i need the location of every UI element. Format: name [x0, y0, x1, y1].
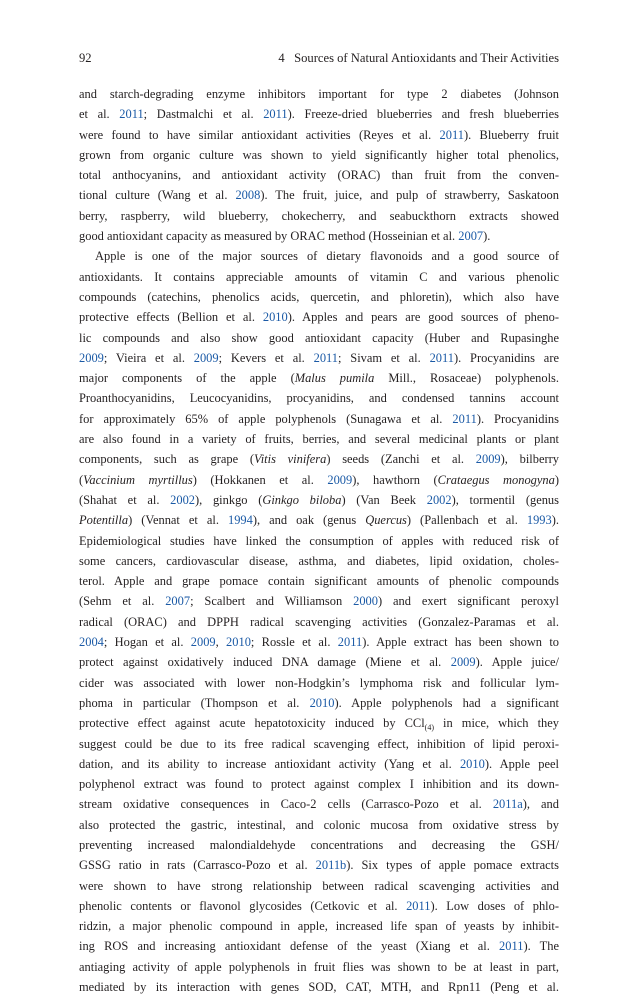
italic-term: Vitis vinifera — [254, 452, 327, 467]
text-line: Proanthocyanidins, Leucocyanidins, procyanidins, and condensed tannins account — [79, 391, 559, 406]
text-line: (Sehm et al. 2007; Scalbert and Williamson 2000) and exert significant peroxyl — [79, 594, 559, 609]
page-number: 92 — [79, 51, 92, 65]
citation-year[interactable]: 2009 — [450, 655, 476, 670]
text-line: dation, and its ability to increase antioxidant activity (Yang et al. 2010). Apple peel — [79, 756, 559, 771]
citation-year[interactable]: 1993 — [526, 513, 552, 528]
subscript: (4) — [424, 723, 434, 733]
citation-year[interactable]: 2011 — [406, 898, 431, 913]
citation-year[interactable]: 2011 — [439, 127, 464, 142]
citation-year[interactable]: 2011 — [119, 107, 144, 122]
text-line: antiaging activity of apple polyphenols in fruit flies was shown to be at least in part, — [79, 959, 559, 974]
text-line: phenolic contents or flavonol glycosides (Cetkovic et al. 2011). Low doses of phlo- — [79, 898, 559, 913]
citation-year[interactable]: 2007 — [165, 594, 191, 609]
text-line: berry, raspberry, wild blueberry, chokecherry, and seabuckthorn extracts showed — [79, 208, 559, 223]
text-line: protect against oxidatively induced DNA damage (Miene et al. 2009). Apple juice/ — [79, 655, 559, 670]
text-line: 2009; Vieira et al. 2009; Kevers et al. 2011; Sivam et al. 2011). Procyanidins are — [79, 350, 559, 365]
running-head: 4 Sources of Natural Antioxidants and Their Activities — [278, 51, 559, 65]
text-line: tional culture (Wang et al. 2008). The fruit, juice, and pulp of strawberry, Saskatoon — [79, 188, 559, 203]
text-line: mediated by its interaction with genes SOD, CAT, MTH, and Rpn11 (Peng et al. — [79, 980, 559, 995]
citation-year[interactable]: 2010 — [226, 635, 251, 650]
citation-year[interactable]: 2009 — [193, 350, 219, 365]
page-header — [79, 48, 559, 68]
text-line: components, such as grape (Vitis vinifera) seeds (Zanchi et al. 2009), bilberry — [79, 452, 559, 467]
citation-year[interactable]: 2011 — [499, 939, 524, 954]
text-line: preventing increased malondialdehyde concentrations and decreasing the GSH/ — [79, 837, 559, 852]
text-line: and starch-degrading enzyme inhibitors important for type 2 diabetes (Johnson — [79, 87, 559, 101]
text-line: total anthocyanins, and antioxidant activity (ORAC) than fruit from the conven- — [79, 168, 559, 183]
text-line: phoma in particular (Thompson et al. 2010). Apple polyphenols had a significant — [79, 695, 559, 710]
text-line: radical (ORAC) and DPPH radical scavenging activities (Gonzalez-Paramas et al. — [79, 614, 559, 629]
text-line: suggest could be due to its free radical scavenging effect, inhibition of lipid peroxi- — [79, 736, 559, 751]
italic-term: Quercus — [365, 513, 407, 528]
italic-term: Vaccinium myrtillus — [83, 472, 193, 487]
text-line: also protected the gastric, intestinal, and colonic mucosa from oxidative stress by — [79, 817, 559, 832]
text-line: for approximately 65% of apple polyphenols (Sunagawa et al. 2011). Procyanidins — [79, 411, 559, 426]
text-line: good antioxidant capacity as measured by ORAC method (Hosseinian et al. 2007). — [79, 229, 491, 244]
text-line: (Vaccinium myrtillus) (Hokkanen et al. 2009), hawthorn (Crataegus monogyna) — [79, 472, 559, 487]
text-line: terol. Apple and grape pomace contain significant amounts of phenolic compounds — [79, 574, 559, 589]
text-line: were found to have similar antioxidant activities (Reyes et al. 2011). Blueberry fruit — [79, 127, 559, 142]
text-line: ing ROS and increasing antioxidant defense of the yeast (Xiang et al. 2011). The — [79, 939, 559, 954]
citation-year[interactable]: 2011 — [263, 107, 288, 122]
italic-term: Crataegus monogyna — [437, 472, 555, 487]
text-line: are also found in a variety of fruits, berries, and several medicinal plants or plant — [79, 432, 559, 447]
citation-year[interactable]: 2000 — [353, 594, 378, 609]
citation-year[interactable]: 2002 — [170, 492, 196, 507]
text-line: protective effects (Bellion et al. 2010). Apples and pears are good sources of pheno- — [79, 310, 559, 325]
text-line: Apple is one of the major sources of dietary flavonoids and a good source of — [95, 249, 559, 264]
text-line: 2004; Hogan et al. 2009, 2010; Rossle et al. 2011). Apple extract has been shown to — [79, 635, 559, 650]
citation-year[interactable]: 2004 — [79, 635, 104, 650]
text-line: ridzin, a major phenolic compound in apple, increased life span of yeasts by inhibit- — [79, 919, 559, 934]
citation-year[interactable]: 1994 — [227, 513, 253, 528]
citation-year[interactable]: 2010 — [309, 695, 335, 710]
text-line: grown from organic culture was shown to yield significantly higher total phenolics, — [79, 147, 559, 162]
body-text — [79, 84, 559, 997]
text-line: Potentilla) (Vennat et al. 1994), and oak (genus Quercus) (Pallenbach et al. 1993). — [79, 513, 559, 528]
text-line: were shown to have strong relationship between radical scavenging activities and — [79, 878, 559, 893]
citation-year[interactable]: 2010 — [459, 756, 485, 771]
citation-year[interactable]: 2011 — [429, 350, 454, 365]
text-line: some cancers, cardiovascular disease, asthma, and diabetes, lipid oxidation, choles- — [79, 553, 559, 568]
citation-year[interactable]: 2009 — [327, 472, 353, 487]
text-line: protective effect against acute hepatotoxicity induced by CCl$_{(4)}$ in mice, which they — [79, 716, 559, 733]
citation-year[interactable]: 2010 — [262, 310, 288, 325]
text-line: lic compounds and also show good antioxidant capacity (Huber and Rupasinghe — [79, 330, 559, 345]
italic-term: Potentilla — [79, 513, 129, 528]
text-line: stream oxidative consequences in Caco-2 cells (Carrasco-Pozo et al. 2011a), and — [79, 797, 559, 812]
citation-year[interactable]: 2002 — [426, 492, 452, 507]
italic-term: Malus pumila — [294, 371, 375, 386]
text-line: major components of the apple (Malus pumila Mill., Rosaceae) polyphenols. — [79, 371, 559, 386]
text-line: antioxidants. It contains appreciable amounts of vitamin C and various phenolic — [79, 269, 559, 284]
citation-year[interactable]: 2011 — [452, 411, 477, 426]
text-line: GSSG ratio in rats (Carrasco-Pozo et al. 2011b). Six types of apple pomace extracts — [79, 858, 559, 873]
text-line: Epidemiological studies have linked the consumption of apples with reduced risk of — [79, 533, 559, 548]
citation-year[interactable]: 2009 — [475, 452, 501, 467]
citation-year[interactable]: 2008 — [235, 188, 261, 203]
citation-year[interactable]: 2011 — [313, 350, 339, 365]
citation-year[interactable]: 2009 — [79, 350, 104, 365]
citation-year[interactable]: 2011a — [492, 797, 523, 812]
citation-year[interactable]: 2011b — [315, 858, 347, 873]
text-line: compounds (catechins, phenolics acids, quercetin, and phloretin), which also have — [79, 289, 559, 304]
citation-year[interactable]: 2009 — [190, 635, 216, 650]
text-line: polyphenol extract was found to protect against complex I inhibition and its down- — [79, 777, 559, 792]
text-line: cider was associated with lower non-Hodgkin’s lymphoma risk and follicular lym- — [79, 675, 559, 690]
italic-term: Ginkgo biloba — [262, 492, 342, 507]
text-line: (Shahat et al. 2002), ginkgo (Ginkgo biloba) (Van Beek 2002), tormentil (genus — [79, 492, 559, 507]
citation-year[interactable]: 2011 — [337, 635, 363, 650]
text-line: et al. 2011; Dastmalchi et al. 2011). Freeze-dried blueberries and fresh blueberries — [79, 107, 559, 122]
citation-year[interactable]: 2007 — [458, 229, 484, 244]
